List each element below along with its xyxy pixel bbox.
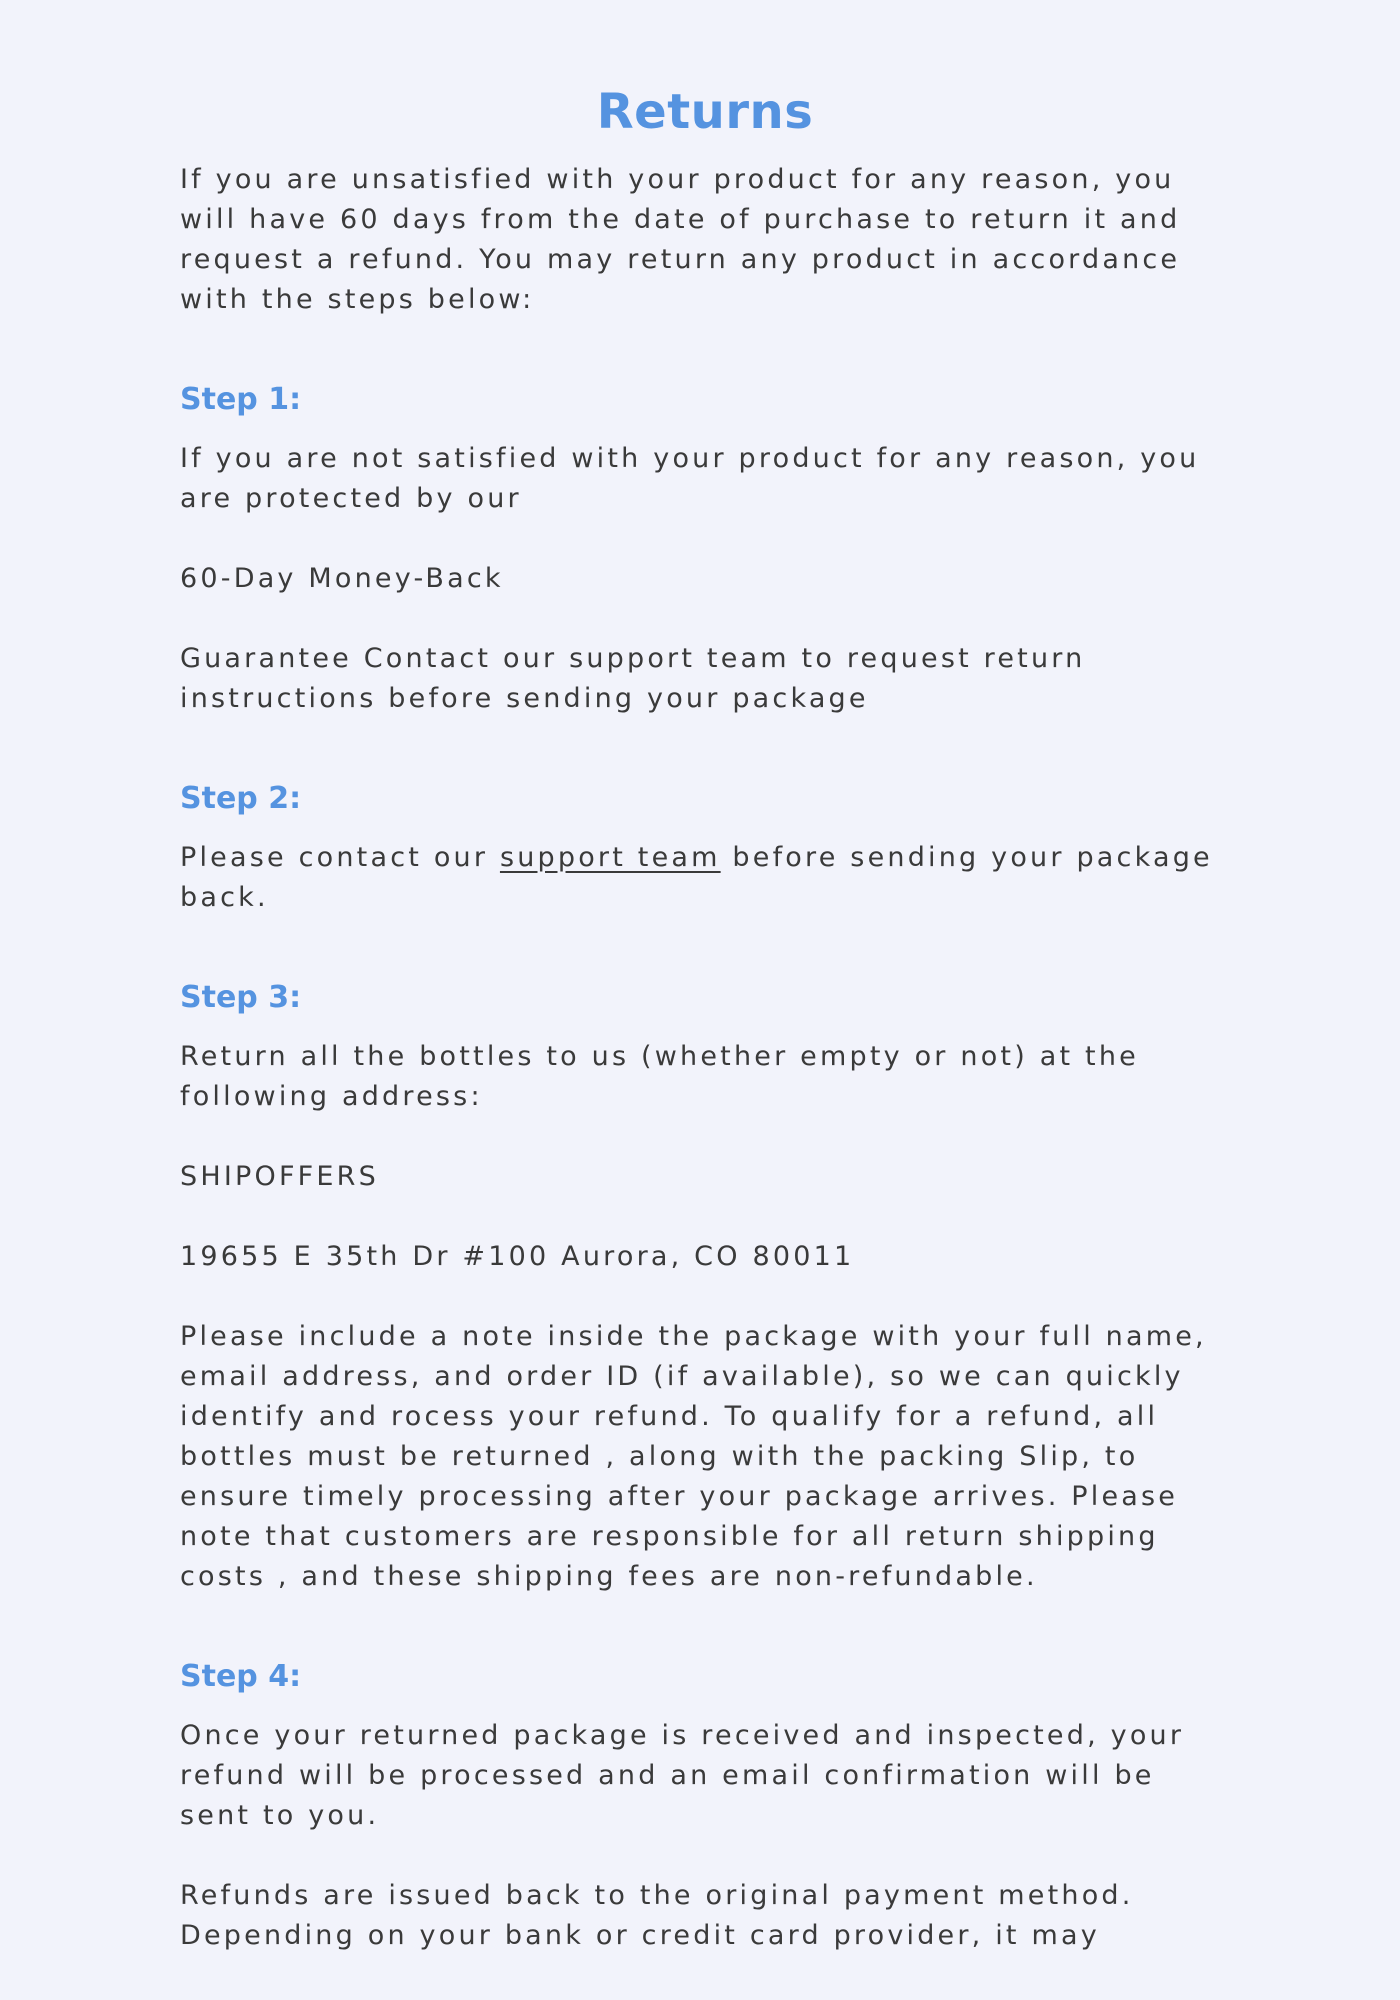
step-3-section xyxy=(180,978,1230,1597)
step-2-text-after: before sending your package back. xyxy=(180,842,1213,913)
step-1-text: If you are not satisfied with your product for any reason, you are protected by our xyxy=(180,443,1200,514)
support-team-link[interactable]: support team xyxy=(499,842,721,873)
step-4-section xyxy=(180,1657,1230,1956)
address-company: SHIPOFFERS xyxy=(180,1161,379,1192)
step-2-heading: Step 2: xyxy=(180,781,302,816)
step-3-text: Return all the bottles to us (whether empty or not) at the following address: xyxy=(180,1041,1139,1112)
intro-paragraph: If you are unsatisfied with your product for any reason, you will have 60 days from the date of purchase to return it and request a refund. You may return any product in accordance with the steps below: xyxy=(180,164,1181,315)
step-2-text xyxy=(180,838,1230,918)
step-1-section xyxy=(180,380,1230,719)
step-4-text: Once your returned package is received and inspected, your refund will be processed and an email confirmation will be sent to you. xyxy=(180,1720,1185,1831)
guarantee-name: 60-Day Money-Back xyxy=(180,563,504,594)
step-1-guarantee-text: Guarantee Contact our support team to request return instructions before sending your package xyxy=(180,643,1086,714)
step-2-text-before: Please contact our xyxy=(180,842,500,873)
returns-content xyxy=(180,0,1230,1956)
step-1-heading: Step 1: xyxy=(180,382,302,417)
step-3-instructions: Please include a note inside the package with your full name, email address, and order ID (if available), so we can quickly identify and rocess your refund. To qualify for a refund, all bottles must be returned , along with the packing Slip, to ensure timely processing after your package arrives. Please note that customers are responsible for all return shipping costs , and these shipping fees are non-refundable. xyxy=(180,1321,1207,1592)
address-street: 19655 E 35th Dr #100 Aurora, CO 80011 xyxy=(180,1241,855,1272)
step-2-section xyxy=(180,779,1230,918)
page-title: Returns xyxy=(596,84,814,140)
step-4-heading: Step 4: xyxy=(180,1659,302,1694)
step-3-heading: Step 3: xyxy=(180,980,302,1015)
refund-method-text: Refunds are issued back to the original payment method. Depending on your bank or credit card provider, it may xyxy=(180,1880,1134,1951)
